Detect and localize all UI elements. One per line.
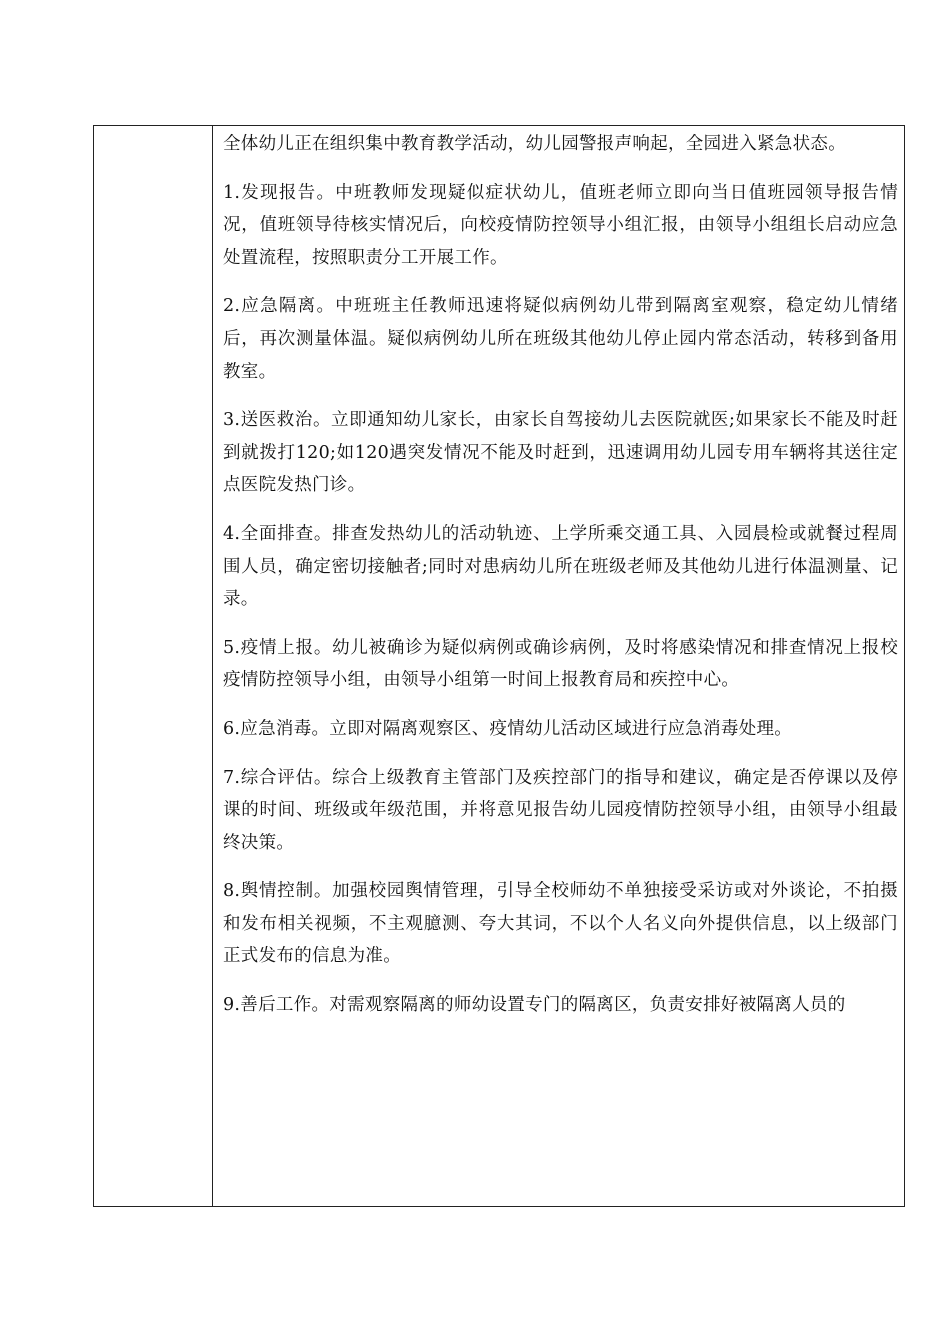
step-paragraph: 8.舆情控制。加强校园舆情管理，引导全校师幼不单独接受采访或对外谈论，不拍摄和发布相关视频，不主观臆测、夸大其词，不以个人名义向外提供信息，以上级部门正式发布的信息为准。	[223, 881, 898, 967]
procedure-text	[223, 128, 898, 1022]
step-paragraph: 2.应急隔离。中班班主任教师迅速将疑似病例幼儿带到隔离室观察，稳定幼儿情绪后，再次测量体温。疑似病例幼儿所在班级其他幼儿停止园内常态活动，转移到备用教室。	[223, 296, 898, 382]
step-paragraph: 9.善后工作。对需观察隔离的师幼设置专门的隔离区，负责安排好被隔离人员的	[223, 995, 846, 1016]
table-right-cell	[213, 126, 904, 1206]
table-left-cell	[94, 126, 213, 1206]
step-paragraph: 3.送医救治。立即通知幼儿家长，由家长自驾接幼儿去医院就医;如果家长不能及时赶到就拨打120;如120遇突发情况不能及时赶到，迅速调用幼儿园专用车辆将其送往定点医院发热门诊。	[223, 410, 898, 496]
step-paragraph: 7.综合评估。综合上级教育主管部门及疾控部门的指导和建议，确定是否停课以及停课的时间、班级或年级范围，并将意见报告幼儿园疫情防控领导小组，由领导小组最终决策。	[223, 767, 898, 853]
step-paragraph: 4.全面排查。排查发热幼儿的活动轨迹、上学所乘交通工具、入园晨检或就餐过程周围人员，确定密切接触者;同时对患病幼儿所在班级老师及其他幼儿进行体温测量、记录。	[223, 523, 898, 610]
step-paragraph: 1.发现报告。中班教师发现疑似症状幼儿，值班老师立即向当日值班园领导报告情况，值班领导待核实情况后，向校疫情防控领导小组汇报，由领导小组组长启动应急处置流程，按照职责分工开展工作。	[223, 182, 898, 268]
step-paragraph: 6.应急消毒。立即对隔离观察区、疫情幼儿活动区域进行应急消毒处理。	[223, 718, 793, 739]
document-table	[93, 125, 905, 1207]
intro-paragraph: 全体幼儿正在组织集中教育教学活动，幼儿园警报声响起，全园进入紧急状态。	[223, 134, 846, 154]
step-paragraph: 5.疫情上报。幼儿被确诊为疑似病例或确诊病例，及时将感染情况和排查情况上报校疫情防控领导小组，由领导小组第一时间上报教育局和疾控中心。	[223, 637, 898, 691]
